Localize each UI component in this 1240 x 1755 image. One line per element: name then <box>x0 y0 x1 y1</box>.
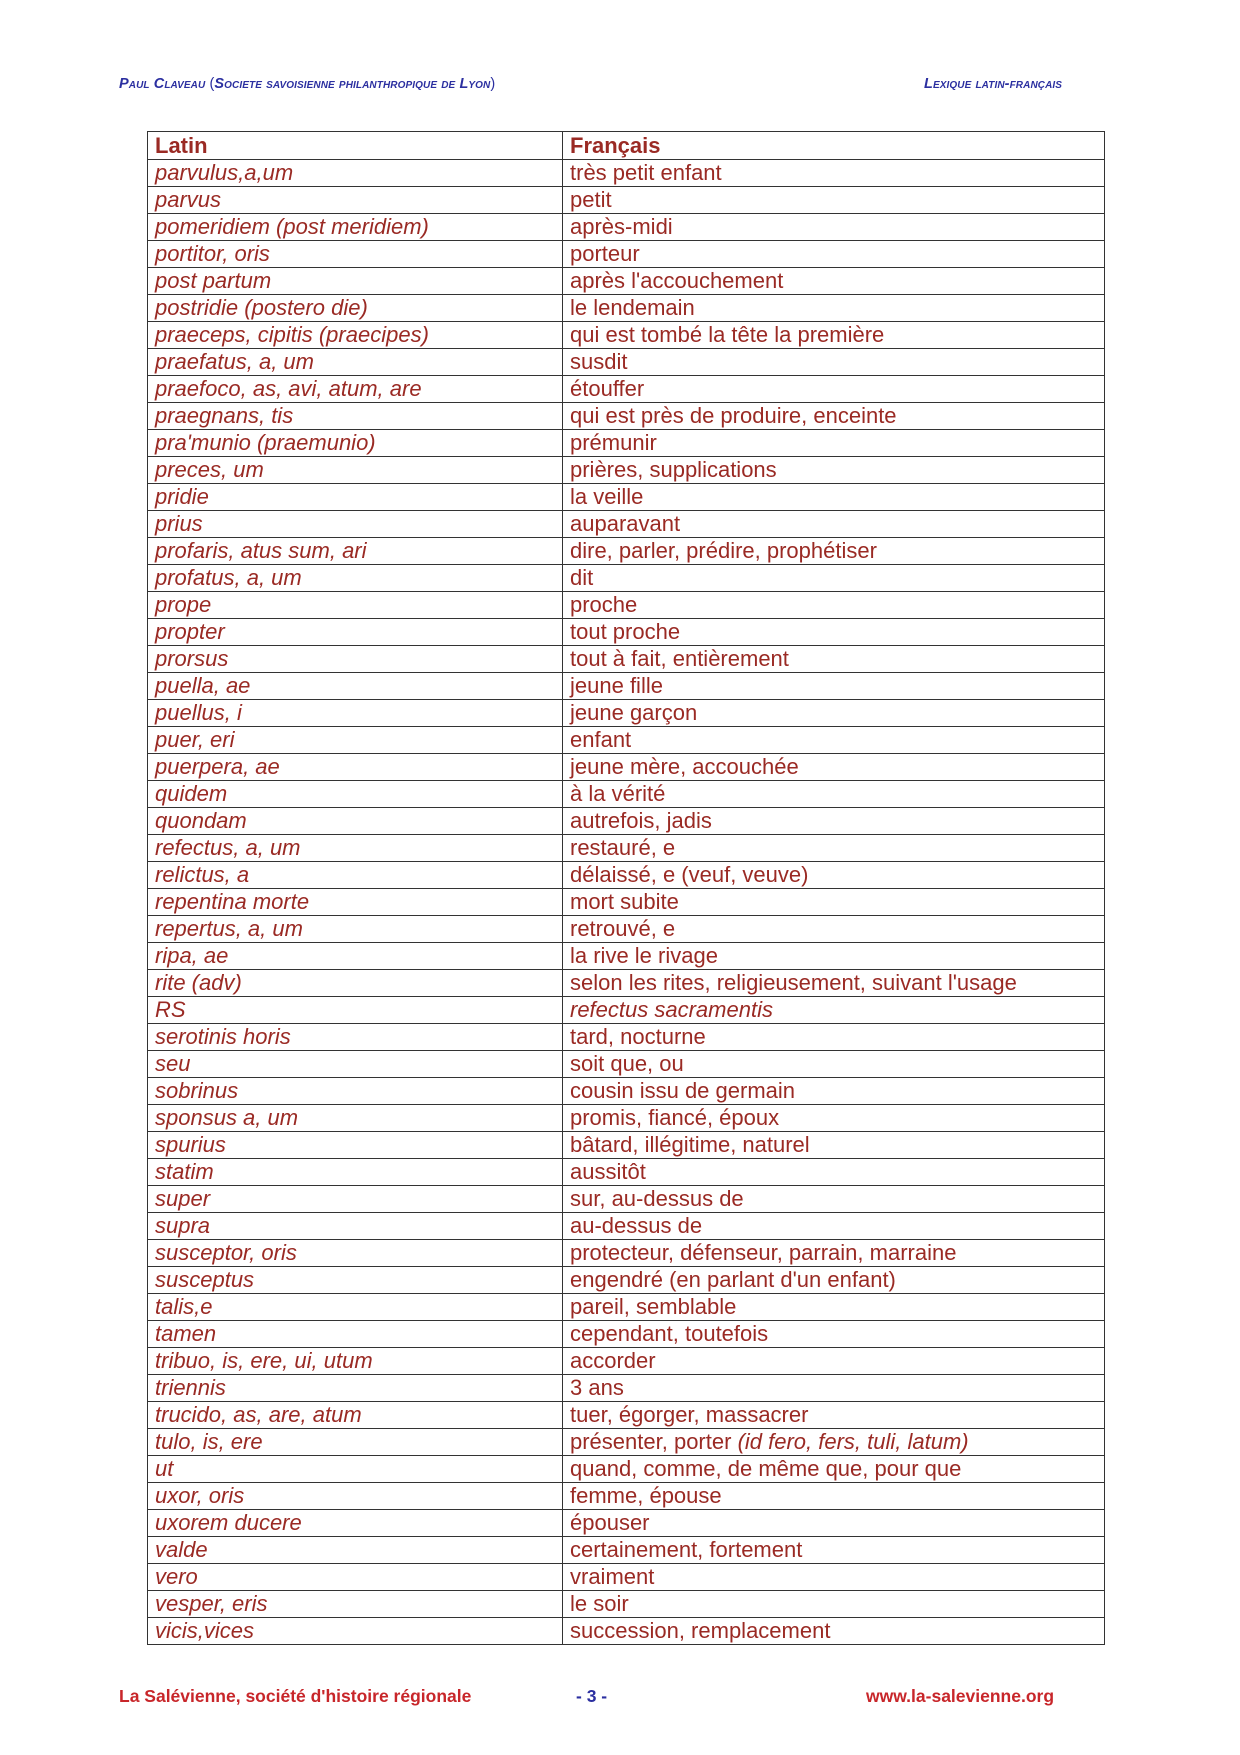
table-row <box>148 754 1105 781</box>
table-row <box>148 1051 1105 1078</box>
table-row <box>148 322 1105 349</box>
french-translation: susdit <box>563 349 1105 376</box>
latin-term: refectus, a, um <box>148 835 563 862</box>
latin-term: repertus, a, um <box>148 916 563 943</box>
french-translation: dit <box>563 565 1105 592</box>
latin-term: praefoco, as, avi, atum, are <box>148 376 563 403</box>
latin-term: triennis <box>148 1375 563 1402</box>
french-translation: protecteur, défenseur, parrain, marraine <box>563 1240 1105 1267</box>
table-row <box>148 565 1105 592</box>
latin-term: repentina morte <box>148 889 563 916</box>
french-translation: certainement, fortement <box>563 1537 1105 1564</box>
latin-term: quidem <box>148 781 563 808</box>
table-row <box>148 1510 1105 1537</box>
table-row <box>148 619 1105 646</box>
french-translation-text: présenter, porter <box>570 1429 732 1454</box>
latin-term: super <box>148 1186 563 1213</box>
table-row <box>148 1321 1105 1348</box>
table-row <box>148 511 1105 538</box>
table-row <box>148 187 1105 214</box>
latin-term: supra <box>148 1213 563 1240</box>
table-row <box>148 835 1105 862</box>
french-translation: engendré (en parlant d'un enfant) <box>563 1267 1105 1294</box>
column-header-french: Français <box>563 132 1105 160</box>
header-document-title: Lexique latin-français <box>924 76 1063 92</box>
table-row <box>148 943 1105 970</box>
french-translation: selon les rites, religieusement, suivant l'usage <box>563 970 1105 997</box>
latin-term: serotinis horis <box>148 1024 563 1051</box>
latin-term: vero <box>148 1564 563 1591</box>
table-row <box>148 214 1105 241</box>
table-row <box>148 1240 1105 1267</box>
footer-website: www.la-salevienne.org <box>866 1686 1055 1706</box>
latin-term: puer, eri <box>148 727 563 754</box>
table-row <box>148 1564 1105 1591</box>
latin-term: valde <box>148 1537 563 1564</box>
latin-term: talis,e <box>148 1294 563 1321</box>
latin-term: propter <box>148 619 563 646</box>
latin-term: rite (adv) <box>148 970 563 997</box>
table-row <box>148 916 1105 943</box>
table-row <box>148 1591 1105 1618</box>
table-row <box>148 646 1105 673</box>
latin-term: sobrinus <box>148 1078 563 1105</box>
latin-term: statim <box>148 1159 563 1186</box>
french-translation: prémunir <box>563 430 1105 457</box>
latin-term: postridie (postero die) <box>148 295 563 322</box>
header-author: Paul Claveau (Societe savoisienne philanthropique de Lyon) <box>119 76 496 92</box>
french-translation: prières, supplications <box>563 457 1105 484</box>
latin-term: sponsus a, um <box>148 1105 563 1132</box>
latin-term: trucido, as, are, atum <box>148 1402 563 1429</box>
latin-term: praefatus, a, um <box>148 349 563 376</box>
latin-term: pomeridiem (post meridiem) <box>148 214 563 241</box>
french-translation: à la vérité <box>563 781 1105 808</box>
table-row <box>148 1348 1105 1375</box>
header-author-name: Paul Claveau <box>119 76 206 92</box>
french-translation: après l'accouchement <box>563 268 1105 295</box>
latin-term: vesper, eris <box>148 1591 563 1618</box>
french-translation: auparavant <box>563 511 1105 538</box>
french-translation: la rive le rivage <box>563 943 1105 970</box>
table-row <box>148 862 1105 889</box>
latin-term: ut <box>148 1456 563 1483</box>
table-row <box>148 700 1105 727</box>
latin-term: vicis,vices <box>148 1618 563 1645</box>
table-row <box>148 484 1105 511</box>
latin-term: prorsus <box>148 646 563 673</box>
table-row <box>148 1456 1105 1483</box>
latin-term: praegnans, tis <box>148 403 563 430</box>
latin-term: profaris, atus sum, ari <box>148 538 563 565</box>
french-translation: bâtard, illégitime, naturel <box>563 1132 1105 1159</box>
french-translation: jeune mère, accouchée <box>563 754 1105 781</box>
table-row <box>148 889 1105 916</box>
french-translation <box>563 1429 1105 1456</box>
french-translation: sur, au-dessus de <box>563 1186 1105 1213</box>
french-translation: vraiment <box>563 1564 1105 1591</box>
french-translation: succession, remplacement <box>563 1618 1105 1645</box>
latin-term: praeceps, cipitis (praecipes) <box>148 322 563 349</box>
french-translation: autrefois, jadis <box>563 808 1105 835</box>
table-row <box>148 1213 1105 1240</box>
table-row <box>148 457 1105 484</box>
table-row <box>148 1105 1105 1132</box>
french-translation: quand, comme, de même que, pour que <box>563 1456 1105 1483</box>
french-translation: épouser <box>563 1510 1105 1537</box>
footer-page-number: - 3 - <box>576 1686 608 1706</box>
table-row <box>148 430 1105 457</box>
french-translation: au-dessus de <box>563 1213 1105 1240</box>
latin-term: tulo, is, ere <box>148 1429 563 1456</box>
table-row <box>148 997 1105 1024</box>
table-row <box>148 1132 1105 1159</box>
french-translation: soit que, ou <box>563 1051 1105 1078</box>
lexicon-table <box>147 131 1105 1645</box>
french-translation: très petit enfant <box>563 160 1105 187</box>
table-row <box>148 592 1105 619</box>
french-translation: femme, épouse <box>563 1483 1105 1510</box>
french-translation: accorder <box>563 1348 1105 1375</box>
french-translation: tard, nocturne <box>563 1024 1105 1051</box>
latin-term: puerpera, ae <box>148 754 563 781</box>
french-translation: mort subite <box>563 889 1105 916</box>
latin-term: post partum <box>148 268 563 295</box>
table-row <box>148 1024 1105 1051</box>
table-row <box>148 808 1105 835</box>
latin-term: susceptor, oris <box>148 1240 563 1267</box>
french-translation: cependant, toutefois <box>563 1321 1105 1348</box>
header-organization: Societe savoisienne philanthropique de Lyon <box>214 76 491 92</box>
french-translation: 3 ans <box>563 1375 1105 1402</box>
latin-term: preces, um <box>148 457 563 484</box>
french-translation: étouffer <box>563 376 1105 403</box>
french-translation: petit <box>563 187 1105 214</box>
latin-term: tamen <box>148 1321 563 1348</box>
latin-term: pridie <box>148 484 563 511</box>
latin-term: puellus, i <box>148 700 563 727</box>
latin-term: pra'munio (praemunio) <box>148 430 563 457</box>
french-translation: aussitôt <box>563 1159 1105 1186</box>
table-row <box>148 1267 1105 1294</box>
table-row <box>148 160 1105 187</box>
latin-term: uxor, oris <box>148 1483 563 1510</box>
latin-term: ripa, ae <box>148 943 563 970</box>
french-translation: après-midi <box>563 214 1105 241</box>
table-row <box>148 1294 1105 1321</box>
latin-term: susceptus <box>148 1267 563 1294</box>
french-translation: porteur <box>563 241 1105 268</box>
latin-term: puella, ae <box>148 673 563 700</box>
french-translation-note: (id fero, fers, tuli, latum) <box>737 1429 969 1454</box>
table-row <box>148 727 1105 754</box>
latin-term: tribuo, is, ere, ui, utum <box>148 1348 563 1375</box>
french-translation: le lendemain <box>563 295 1105 322</box>
table-row <box>148 781 1105 808</box>
table-row <box>148 1429 1105 1456</box>
french-translation: la veille <box>563 484 1105 511</box>
french-translation: promis, fiancé, époux <box>563 1105 1105 1132</box>
latin-term: parvus <box>148 187 563 214</box>
table-row <box>148 1618 1105 1645</box>
french-translation: refectus sacramentis <box>563 997 1105 1024</box>
table-header-row <box>148 132 1105 160</box>
french-translation: retrouvé, e <box>563 916 1105 943</box>
table-row <box>148 1537 1105 1564</box>
table-row <box>148 376 1105 403</box>
table-row <box>148 349 1105 376</box>
lexicon-table-body <box>148 160 1105 1645</box>
table-row <box>148 268 1105 295</box>
latin-term: spurius <box>148 1132 563 1159</box>
latin-term: relictus, a <box>148 862 563 889</box>
table-row <box>148 673 1105 700</box>
latin-term: prius <box>148 511 563 538</box>
french-translation: jeune fille <box>563 673 1105 700</box>
french-translation: dire, parler, prédire, prophétiser <box>563 538 1105 565</box>
table-row <box>148 241 1105 268</box>
french-translation: le soir <box>563 1591 1105 1618</box>
table-row <box>148 403 1105 430</box>
table-row <box>148 295 1105 322</box>
latin-term: prope <box>148 592 563 619</box>
french-translation: délaissé, e (veuf, veuve) <box>563 862 1105 889</box>
french-translation: restauré, e <box>563 835 1105 862</box>
table-row <box>148 1078 1105 1105</box>
table-row <box>148 538 1105 565</box>
latin-term: parvulus,a,um <box>148 160 563 187</box>
french-translation: pareil, semblable <box>563 1294 1105 1321</box>
french-translation: qui est tombé la tête la première <box>563 322 1105 349</box>
french-translation: tuer, égorger, massacrer <box>563 1402 1105 1429</box>
latin-term: portitor, oris <box>148 241 563 268</box>
french-translation: qui est près de produire, enceinte <box>563 403 1105 430</box>
table-row <box>148 1402 1105 1429</box>
footer-society: La Salévienne, société d'histoire régionale <box>119 1686 472 1706</box>
french-translation: tout à fait, entièrement <box>563 646 1105 673</box>
french-translation: proche <box>563 592 1105 619</box>
french-translation: tout proche <box>563 619 1105 646</box>
table-row <box>148 1159 1105 1186</box>
table-row <box>148 1483 1105 1510</box>
latin-term: RS <box>148 997 563 1024</box>
french-translation: cousin issu de germain <box>563 1078 1105 1105</box>
table-row <box>148 1375 1105 1402</box>
french-translation: enfant <box>563 727 1105 754</box>
latin-term: uxorem ducere <box>148 1510 563 1537</box>
table-row <box>148 1186 1105 1213</box>
column-header-latin: Latin <box>148 132 563 160</box>
latin-term: profatus, a, um <box>148 565 563 592</box>
latin-term: quondam <box>148 808 563 835</box>
french-translation: jeune garçon <box>563 700 1105 727</box>
table-row <box>148 970 1105 997</box>
latin-term: seu <box>148 1051 563 1078</box>
